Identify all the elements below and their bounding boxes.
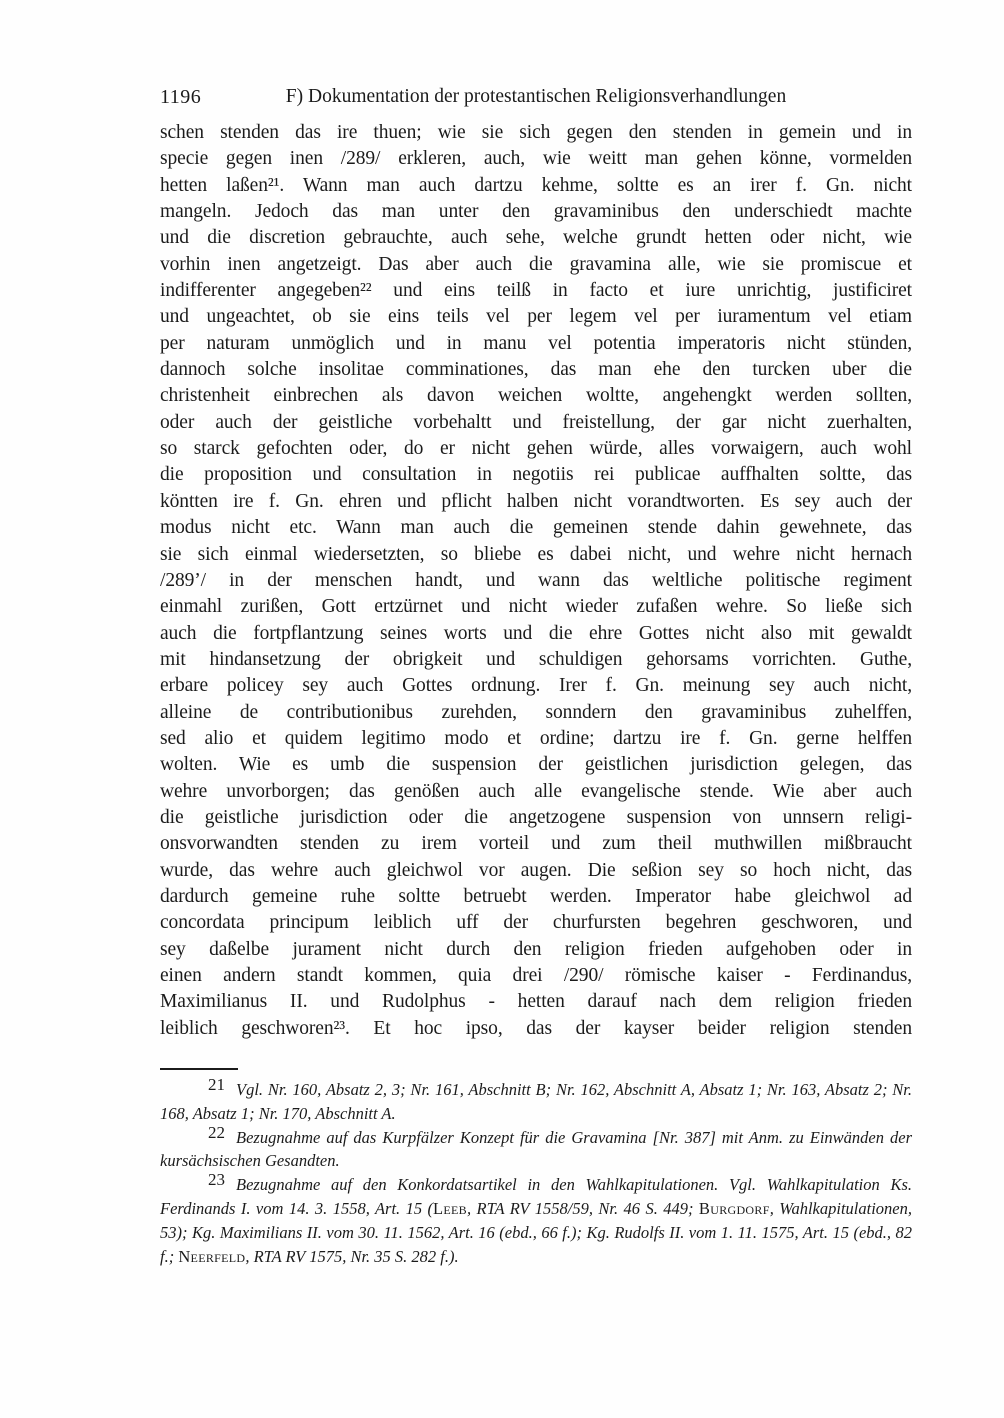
body-line: sie sich einmal wiedersetzten, so bliebe es dabei nicht, und wehre nicht hernach — [160, 543, 912, 565]
body-line: die proposition und consultation in negotiis rei publicae auffhalten soltte, das — [160, 464, 912, 486]
footnote-23-author-leeb: Leeb — [433, 1199, 467, 1219]
body-line: erbare policey sey auch Gottes ordnung. Irer f. Gn. meinung sey auch nicht, — [160, 675, 912, 697]
body-line: einmahl zurißen, Gott ertzürnet und nicht wieder zufaßen wehre. So ließe sich — [160, 596, 912, 618]
footnote-23-text: Bezugnahme auf den Konkordatsartikel in den Wahlkapitulationen. Vgl. Wahlkapitulation Ks. Ferdinands I. vom 14. 3. 1558, Art. 15 ( — [160, 1175, 912, 1219]
body-line: vorhin inen angetzeigt. Das aber auch die gravamina alle, wie sie promiscue et — [160, 253, 912, 275]
footnote-21-text: Vgl. Nr. 160, Absatz 2, 3; Nr. 161, Abschnitt B; Nr. 162, Abschnitt A, Absatz 1; Nr. 163, Absatz 2; Nr. 168, Absatz 1; Nr. 170, Abschnitt A. — [160, 1080, 912, 1123]
footnote-23-text: , RTA RV 1558/59, Nr. 46 S. 449; — [466, 1199, 699, 1219]
footnote-21 — [160, 1075, 912, 1126]
body-line: Maximilianus II. und Rudolphus - hetten darauf nach dem religion frieden — [160, 991, 912, 1013]
body-line: hetten laßen²¹. Wann man auch dartzu kehme, soltte es an irer f. Gn. nicht — [160, 174, 912, 196]
body-line: und ungeachtet, ob sie eins teils vel per legem vel per iuramentum vel etiam — [160, 306, 912, 328]
body-line: und die discretion gebrauchte, auch sehe, welche grundt hetten oder nicht, wie — [160, 227, 912, 249]
footnote-23 — [160, 1170, 912, 1268]
body-line: onsvorwandten stenden zu irem vorteil und zum theil muthwillen mißbraucht — [160, 833, 912, 855]
page-header — [160, 84, 912, 110]
footnote-23-author-burgdorf: Burgdorf — [698, 1199, 770, 1219]
footnote-21-number: 21 — [208, 1075, 225, 1095]
text-column — [160, 84, 912, 1268]
body-line: köntten ire f. Gn. ehren und pflicht halben nicht vorandtworten. Es sey auch der — [160, 490, 912, 512]
body-line: leiblich geschworen²³. Et hoc ipso, das der kayser beider religion stenden — [160, 1017, 912, 1039]
body-line: sed alio et quidem legitimo modo et ordine; dartzu ire f. Gn. gerne helffen — [160, 727, 912, 749]
body-line: oder auch der geistliche vorbehaltt und freistellung, der gar nicht zuerhalten, — [160, 411, 912, 433]
body-line: mangeln. Jedoch das man unter den gravaminibus den underschiedt machte — [160, 201, 912, 223]
body-line: schen stenden das ire thuen; wie sie sich gegen den stenden in gemein und in — [160, 122, 912, 143]
body-line: indifferenter angegeben²² und eins teilß in facto et iure unrichtig, justificiret — [160, 280, 912, 302]
body-line: christenheit einbrechen als davon weichen woltte, angehengkt werden sollten, — [160, 385, 912, 407]
footnotes-section — [160, 1075, 912, 1268]
body-line: wurde, das wehre auch gleichwol vor augen. Die seßion sey so hoch nicht, das — [160, 859, 912, 881]
footnote-23-number: 23 — [208, 1170, 225, 1190]
footnote-separator-rule — [160, 1068, 238, 1070]
body-line: einen andern standt kommen, quia drei /290/ römische kaiser - Ferdinandus, — [160, 965, 912, 986]
footnote-23-author-neerfeld: Neerfeld — [178, 1246, 246, 1266]
body-line: /289’/ in der menschen handt, und wann das weltliche politische regiment — [160, 569, 912, 591]
body-line: dannoch solche insolitae comminationes, das man ehe den turcken uber die — [160, 359, 912, 381]
body-line: alleine de contributionibus zurehden, sonndern den gravaminibus zuhelffen, — [160, 701, 912, 723]
footnote-23-text: , Wahlkapitulationen, 53); Kg. Maximilians II. vom 30. 11. 1562, Art. 16 (ebd., 66 f.); Kg. Rudolfs II. vom 1. 11. 1575, Art. 15 (ebd., 82 f.; — [160, 1199, 912, 1266]
running-title: F) Dokumentation der protestantischen Religionsverhandlungen — [285, 86, 787, 107]
body-line: so starck gefochten oder, do er nicht gehen würde, alles vorwaigern, auch wohl — [160, 438, 912, 460]
body-text — [160, 120, 912, 1042]
body-line: modus nicht etc. Wann man auch die gemeinen stende dahin gewehnete, das — [160, 517, 912, 539]
body-line: auch die fortpflantzung seines worts und die ehre Gottes nicht also mit gewaldt — [160, 622, 912, 644]
footnote-22 — [160, 1122, 912, 1174]
footnote-22-text: Bezugnahme auf das Kurpfälzer Konzept für die Gravamina [Nr. 387] mit Anm. zu Einwänden der kursächsischen Gesandten. — [160, 1127, 912, 1171]
body-line: wehre unvorborgen; das genößen auch alle evangelische stende. Wie aber auch — [160, 780, 912, 802]
body-line: concordata principum leiblich uff der churfursten begehren geschworen, und — [160, 912, 912, 934]
body-line: mit hindansetzung der obrigkeit und schuldigen gehorsams vorrichten. Guthe, — [160, 648, 912, 670]
body-line: sey daßelbe jurament nicht durch den religion frieden aufgehoben oder in — [160, 938, 912, 960]
footnote-23-text: , RTA RV 1575, Nr. 35 S. 282 f.). — [245, 1246, 459, 1266]
page-number: 1196 — [160, 86, 202, 108]
body-line: dardurch gemeine ruhe soltte betruebt werden. Imperator habe gleichwol ad — [160, 885, 912, 907]
body-line: per naturam unmöglich und in manu vel potentia imperatoris nicht stünden, — [160, 332, 912, 354]
body-line: die geistliche jurisdiction oder die angetzogene suspension von unnsern religi- — [160, 806, 912, 828]
body-line: wolten. Wie es umb die suspension der geistlichen jurisdiction gelegen, das — [160, 754, 912, 776]
body-line: specie gegen inen /289/ erkleren, auch, wie weitt man gehen könne, vormelden — [160, 148, 912, 170]
footnote-22-number: 22 — [208, 1122, 225, 1142]
